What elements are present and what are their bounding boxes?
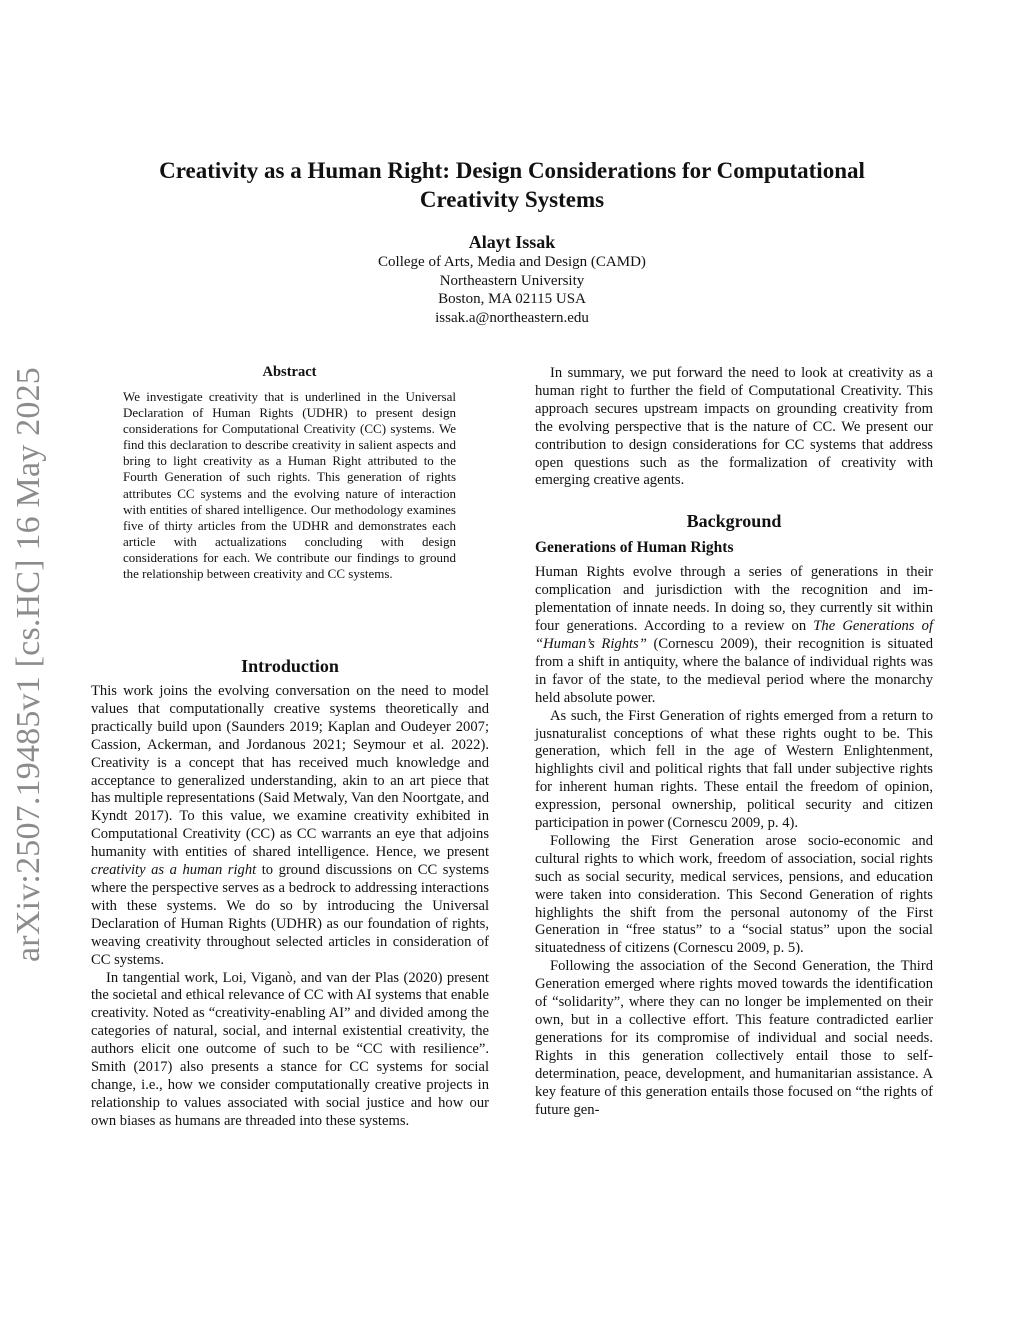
summary-paragraph: In summary, we put forward the need to look at creativity as a human right to further the field of Computational Creativity. This approach secures upstream impacts on grounding creativity from the evolving perspective that is the nature of CC. We present our contribution to design considerations for CC systems that address open questions such as the formalization of creativity with emerging creative agents. [535,365,933,489]
author-email: issak.a@northeastern.edu [435,309,589,326]
left-column [91,655,489,1131]
introduction-paragraph-2: In tangential work, Loi, Viganò, and van der Plas (2020) present the societal and ethical relevance of CC with AI systems that enable creativity. Noted as “creativity-enabling AI” and divided among the categories of natural, social, and internal existential creativity, the authors elicit one outcome of such to be “CC with resilience”. Smith (2017) also presents a stance for CC systems for social change, i.e., how we consider computationally creative projects in relationship to values associated with social justice and how our own biases as humans are threaded into these systems. [91,969,489,1129]
paper-title [112,156,912,214]
title-line-2: Creativity Systems [419,187,605,212]
author-address: Boston, MA 02115 USA [438,291,586,307]
right-column [535,365,933,1119]
author-block [262,231,762,327]
title-line-1: Creativity as a Human Right: Design Considerations for Computational [159,158,865,183]
intro-p1-text-b: to ground discussions on CC systems where the perspective serves as a bedrock to addressing interactions with these systems. We do so by introducing the Universal Declaration of Human Rights (UDHR) as our foundation of rights, weaving creativity throughout selected articles in consideration of CC systems. [91,862,490,968]
background-paragraph-3: Following the First Generation arose socio-economic and cultural rights to which work, freedom of association, social rights such as social security, medical services, pensions, and education were taken into consideration. This Second Generation of rights highlights the shift from the personal autonomy of the First Generation in “free status” to a “social status” upon the social situatedness of citizens (Cornescu 2009, p. 5). [535,832,933,957]
background-heading: Background [686,511,782,532]
author-affiliation: College of Arts, Media and Design (CAMD) [378,254,646,270]
abstract-section [123,364,456,582]
introduction-heading: Introduction [241,656,339,676]
author-name: Alayt Issak [468,232,556,252]
background-paragraph-2: As such, the First Generation of rights emerged from a return to jusnaturalist conceptions of what these rights ought to be. This generation, which fell in the age of Western Enlightenment, highlights civil and political rights that fall under subjective rights for inherent human rights. These entail the freedom of opinion, expression, personal ownership, political security and citizen participation in power (Cornescu 2009, p. 4). [535,707,933,832]
background-paragraph-4: Following the association of the Second Generation, the Third Generation emerged where rights moved towards the identification of “solidarity”, where they can no longer be implemented on their own, but in a collective effort. This feature contradicted earlier generations for its compromise of individual and social needs. Rights in this generation collectively entail those to self-determination, peace, development, and humanitarian assistance. A key feature of this generation entails those focused on “the rights of future gen- [535,958,933,1118]
arxiv-identifier: arXiv:2507.19485v1 [cs.HC] 16 May 2025 [10,367,47,963]
intro-p1-text-a: This work joins the evolving conversation on the need to model values that computationally creative systems theoretically and practically build upon (Saunders 2019; Kaplan and Oudeyer 2007; Cassion, Ackerman, and Jordanous 2021; Seymour et al. 2022). Creativity is a concept that has received much knowledge and acceptance to generalized understanding, akin to an art piece that has multiple representations (Said Metwaly, Van den Noortgate, and Kyndt 2017). To this value, we examine creativity exhibited in Computational Creativity (CC) as CC warrants an eye that adjoins humanity with entities of shared intelligence. Hence, we present [91,683,489,861]
intro-p1-emphasis: creativity as a human right [91,862,257,879]
bg-p1-text-b: (Cornescu 2009), their recognition is situated from a shift in antiquity, where the balance of individual rights was in favor of the state, to the medieval period where the monarchy held absolute power. [535,635,933,706]
abstract-text: We investigate creativity that is underlined in the Universal Declaration of Human Rights (UDHR) to present design considerations for Computational Creativity (CC) systems. We find this declaration to describe creativity in salient aspects and bring to light creativity as a Human Right attributed to the Fourth Generation of such rights. This generation of rights attributes CC systems and the evolving nature of interaction with entities of shared intelligence. Our methodology examines five of thirty articles from the UDHR and demonstrates each article with actualizations concluding with design considerations for each. We contribute our findings to ground the relationship between creativity and CC systems. [123,389,456,582]
bg-p1-text-a: Human Rights evolve through a series of generations in their complication and jurisdiction with the recognition and implementation of innate needs. In doing so, they currently sit within four generations. According to a review on [535,564,933,635]
introduction-paragraph-1 [91,683,489,970]
bg-p1-emphasis: The Generations of “Human’s Rights” [535,618,933,652]
generations-subheading: Generations of Human Rights [535,539,734,557]
abstract-heading: Abstract [262,364,317,380]
author-university: Northeastern University [439,272,585,289]
background-paragraph-1 [535,564,933,707]
